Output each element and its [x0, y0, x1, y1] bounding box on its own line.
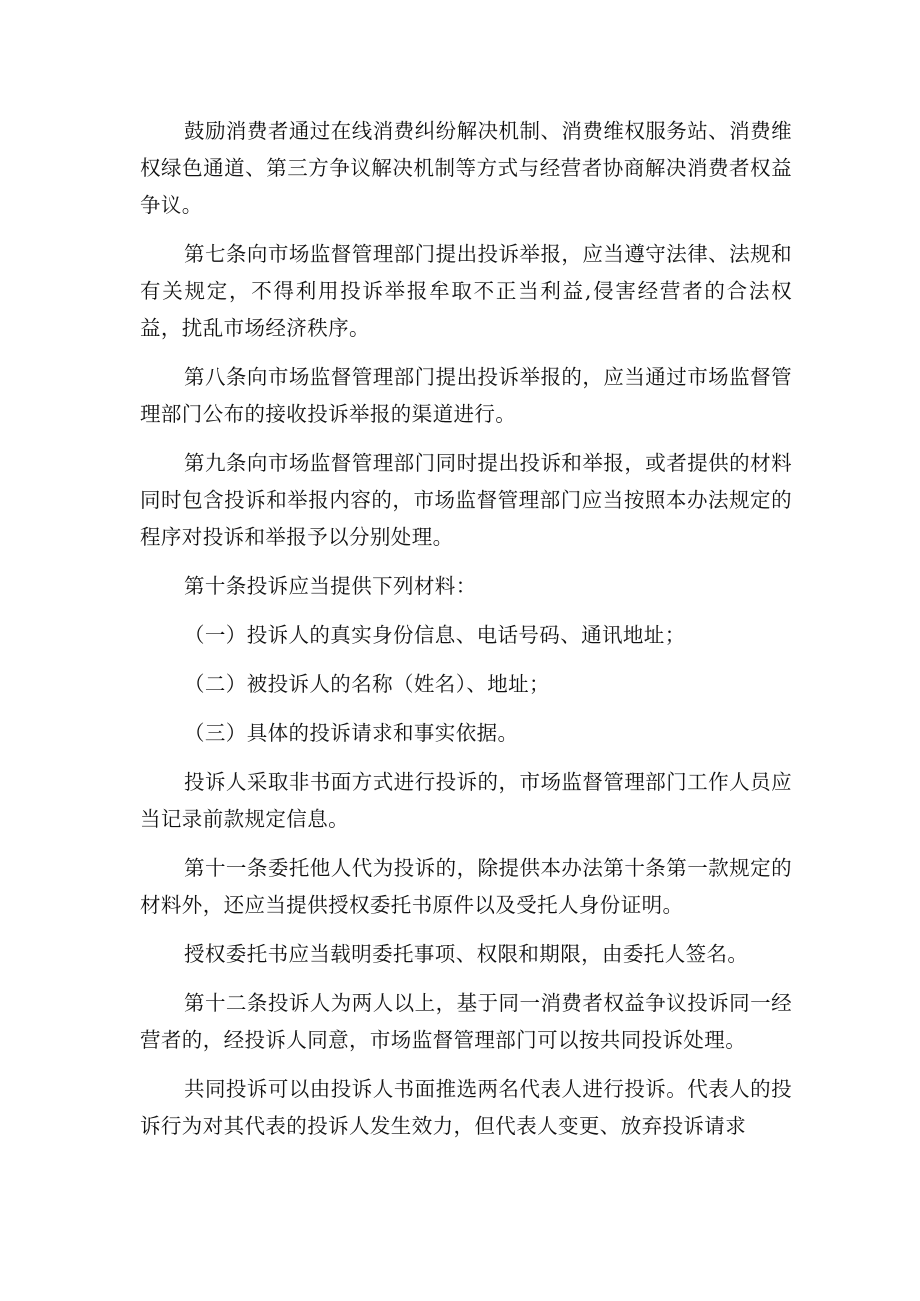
list-item-2: （二）被投诉人的名称（姓名）、地址； [184, 672, 550, 696]
list-item-1: （一）投诉人的真实身份信息、电话号码、通讯地址； [184, 623, 686, 647]
paragraph-1: 鼓励消费者通过在线消费纠纷解决机制、消费维权服务站、消费维权绿色通道、第三方争议解决机制等方式与经营者协商解决消费者权益争议。 [140, 119, 792, 217]
paragraph-6: 投诉人采取非书面方式进行投诉的，市场监督管理部门工作人员应当记录前款规定信息。 [140, 770, 792, 831]
paragraph-8: 授权委托书应当载明委托事项、权限和期限，由委托人签名。 [184, 942, 749, 966]
paragraph-10: 共同投诉可以由投诉人书面推选两名代表人进行投诉。代表人的投诉行为对其代表的投诉人发生效力，但代表人变更、放弃投诉请求 [140, 1077, 792, 1138]
paragraph-9: 第十二条投诉人为两人以上，基于同一消费者权益争议投诉同一经营者的，经投诉人同意，市场监督管理部门可以按共同投诉处理。 [140, 991, 792, 1052]
list-item-3: （三）具体的投诉请求和事实依据。 [184, 721, 519, 745]
paragraph-2: 第七条向市场监督管理部门提出投诉举报，应当遵守法律、法规和有关规定，不得利用投诉举报牟取不正当利益,侵害经营者的合法权益，扰乱市场经济秩序。 [140, 242, 792, 340]
paragraph-7: 第十一条委托他人代为投诉的，除提供本办法第十条第一款规定的材料外，还应当提供授权委托书原件以及受托人身份证明。 [140, 856, 792, 917]
document-body [140, 113, 792, 1157]
paragraph-4: 第九条向市场监督管理部门同时提出投诉和举报，或者提供的材料同时包含投诉和举报内容的，市场监督管理部门应当按照本办法规定的程序对投诉和举报予以分别处理。 [140, 451, 792, 549]
paragraph-5: 第十条投诉应当提供下列材料： [184, 574, 477, 598]
paragraph-3: 第八条向市场监督管理部门提出投诉举报的，应当通过市场监督管理部门公布的接收投诉举报的渠道进行。 [140, 365, 792, 426]
